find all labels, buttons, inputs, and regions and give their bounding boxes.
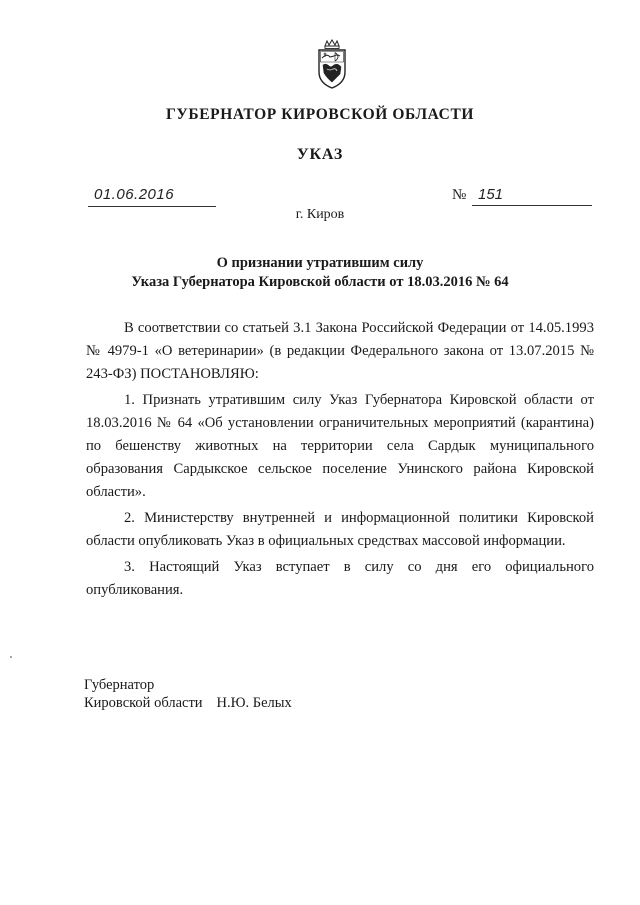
- item-3-paragraph: 3. Настоящий Указ вступает в силу со дня его официального опубликования.: [86, 559, 594, 598]
- signatory-position-line-2: [84, 694, 292, 712]
- signatory-position-line-1: Губернатор: [84, 677, 155, 693]
- issuer-heading: ГУБЕРНАТОР КИРОВСКОЙ ОБЛАСТИ: [165, 106, 475, 123]
- item-2-paragraph: 2. Министерству внутренней и информационной политики Кировской области опубликовать Указ в официальных средствах массовой информации.: [86, 510, 594, 549]
- scan-speck: [10, 656, 12, 658]
- date-value: 01.06.2016: [94, 186, 175, 203]
- signature-block: [84, 676, 292, 712]
- document-body: [86, 317, 594, 605]
- number-value: 151: [478, 186, 504, 203]
- number-sign: №: [452, 187, 467, 203]
- document-title: [0, 254, 640, 292]
- preamble-paragraph: В соответствии со статьей 3.1 Закона Российской Федерации от 14.05.1993 № 4979-1 «О ветеринарии» (в редакции Федерального закона от 13.07.2015 № 243-ФЗ) ПОСТАНОВЛЯЮ:: [86, 320, 594, 382]
- document-type-heading: УКАЗ: [296, 146, 344, 163]
- title-line-1: О признании утратившим силу: [216, 255, 424, 271]
- number-underline: [472, 186, 592, 206]
- number-field: [452, 186, 592, 206]
- coat-of-arms-icon: [316, 38, 348, 90]
- place-of-issue: г. Киров: [295, 207, 345, 222]
- title-line-2: Указа Губернатора Кировской области от 18.03.2016 № 64: [131, 274, 509, 290]
- signatory-region: Кировской области: [84, 695, 203, 711]
- signatory-name: Н.Ю. Белых: [216, 695, 292, 711]
- date-field: [88, 186, 216, 207]
- item-1-paragraph: 1. Признать утратившим силу Указ Губернатора Кировской области от 18.03.2016 № 64 «Об установлении ограничительных мероприятий (карантина) по бешенству животных на территории села Сардык муниципального образования Сардыкское сельское поселение Унинского района Кировской области».: [86, 392, 594, 500]
